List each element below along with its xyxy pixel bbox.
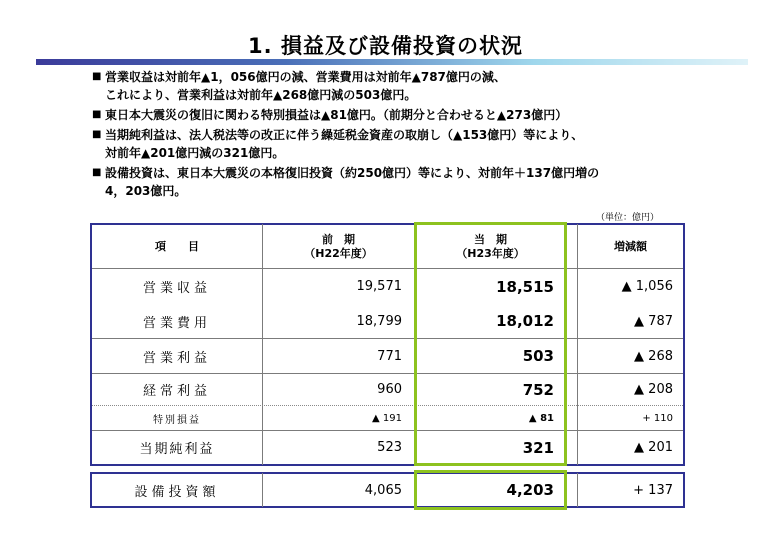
square-bullet-icon: ■	[92, 167, 102, 178]
header-item-label: 項 目	[155, 239, 199, 253]
cell-change-extraordinary-items: + 110	[642, 412, 673, 424]
bullet-text-line: 設備投資は、東日本大震災の本格復旧投資（約250億円）等により、対前年＋137億円増の	[105, 166, 600, 180]
cell-curr-operating-revenue: 18,515	[496, 277, 554, 296]
row-label-operating-revenue: 営業収益	[142, 281, 211, 296]
header-item	[92, 225, 262, 268]
cell-curr-operating-income: 503	[522, 347, 554, 365]
cell-prev-operating-expenses: 18,799	[356, 313, 402, 329]
header-current	[417, 225, 564, 268]
cell-change-net-income: ▲ 201	[634, 440, 673, 455]
row-label-net-income: 当期純利益	[139, 442, 215, 457]
bullet-text-line: これにより、営業利益は対前年▲268億円減の503億円。	[105, 88, 417, 102]
cell-curr-extraordinary-items: ▲ 81	[528, 412, 554, 424]
header-current-line2: （H23年度）	[456, 246, 525, 260]
row-label-extraordinary-items: 特別損益	[153, 414, 201, 426]
header-previous-line1: 前 期	[322, 232, 355, 246]
cell-change-operating-revenue: ▲ 1,056	[621, 279, 673, 294]
unit-label: （単位：億円）	[596, 213, 660, 223]
page-title: 1. 損益及び設備投資の状況	[248, 34, 523, 58]
header-change-label: 増減額	[614, 239, 647, 253]
row-label-capex: 設備投資額	[134, 484, 220, 500]
bullet-text-line: 当期純利益は、法人税法等の改正に伴う繰延税金資産の取崩し（▲153億円）等により、	[105, 128, 584, 142]
cell-change-operating-income: ▲ 268	[634, 348, 673, 364]
cell-prev-operating-income: 771	[377, 348, 402, 364]
cell-prev-operating-revenue: 19,571	[356, 279, 402, 294]
bullet-text-line: 東日本大震災の復旧に関わる特別損益は▲81億円。（前期分と合わせると▲273億円）	[105, 108, 568, 122]
cell-curr-ordinary-income: 752	[522, 380, 554, 399]
header-previous-line2: （H22年度）	[304, 246, 373, 260]
bullet-text-line: 4，203億円。	[105, 184, 187, 198]
cell-curr-capex: 4,203	[506, 481, 554, 499]
cell-prev-ordinary-income: 960	[377, 382, 402, 397]
cell-prev-net-income: 523	[377, 440, 402, 455]
bullet-text-line: 営業収益は対前年▲1，056億円の減、営業費用は対前年▲787億円の減、	[105, 70, 506, 84]
cell-curr-net-income: 321	[522, 438, 554, 457]
square-bullet-icon: ■	[92, 129, 102, 140]
cell-prev-capex: 4,065	[364, 482, 402, 498]
cell-change-operating-expenses: ▲ 787	[634, 313, 673, 329]
row-label-ordinary-income: 経常利益	[142, 384, 211, 399]
row-divider	[92, 268, 683, 269]
bullet-text-line: 対前年▲201億円減の321億円。	[105, 146, 285, 160]
header-current-line1: 当 期	[474, 232, 507, 246]
row-label-operating-income: 営業利益	[142, 350, 211, 366]
header-previous	[263, 225, 414, 268]
cell-change-ordinary-income: ▲ 208	[634, 382, 673, 397]
square-bullet-icon: ■	[92, 109, 102, 120]
cell-change-capex: + 137	[633, 482, 673, 498]
cell-prev-extraordinary-items: ▲ 191	[372, 412, 402, 424]
square-bullet-icon: ■	[92, 71, 102, 82]
header-change	[578, 225, 683, 268]
cell-curr-operating-expenses: 18,012	[496, 312, 554, 330]
row-label-operating-expenses: 営業費用	[142, 315, 211, 331]
